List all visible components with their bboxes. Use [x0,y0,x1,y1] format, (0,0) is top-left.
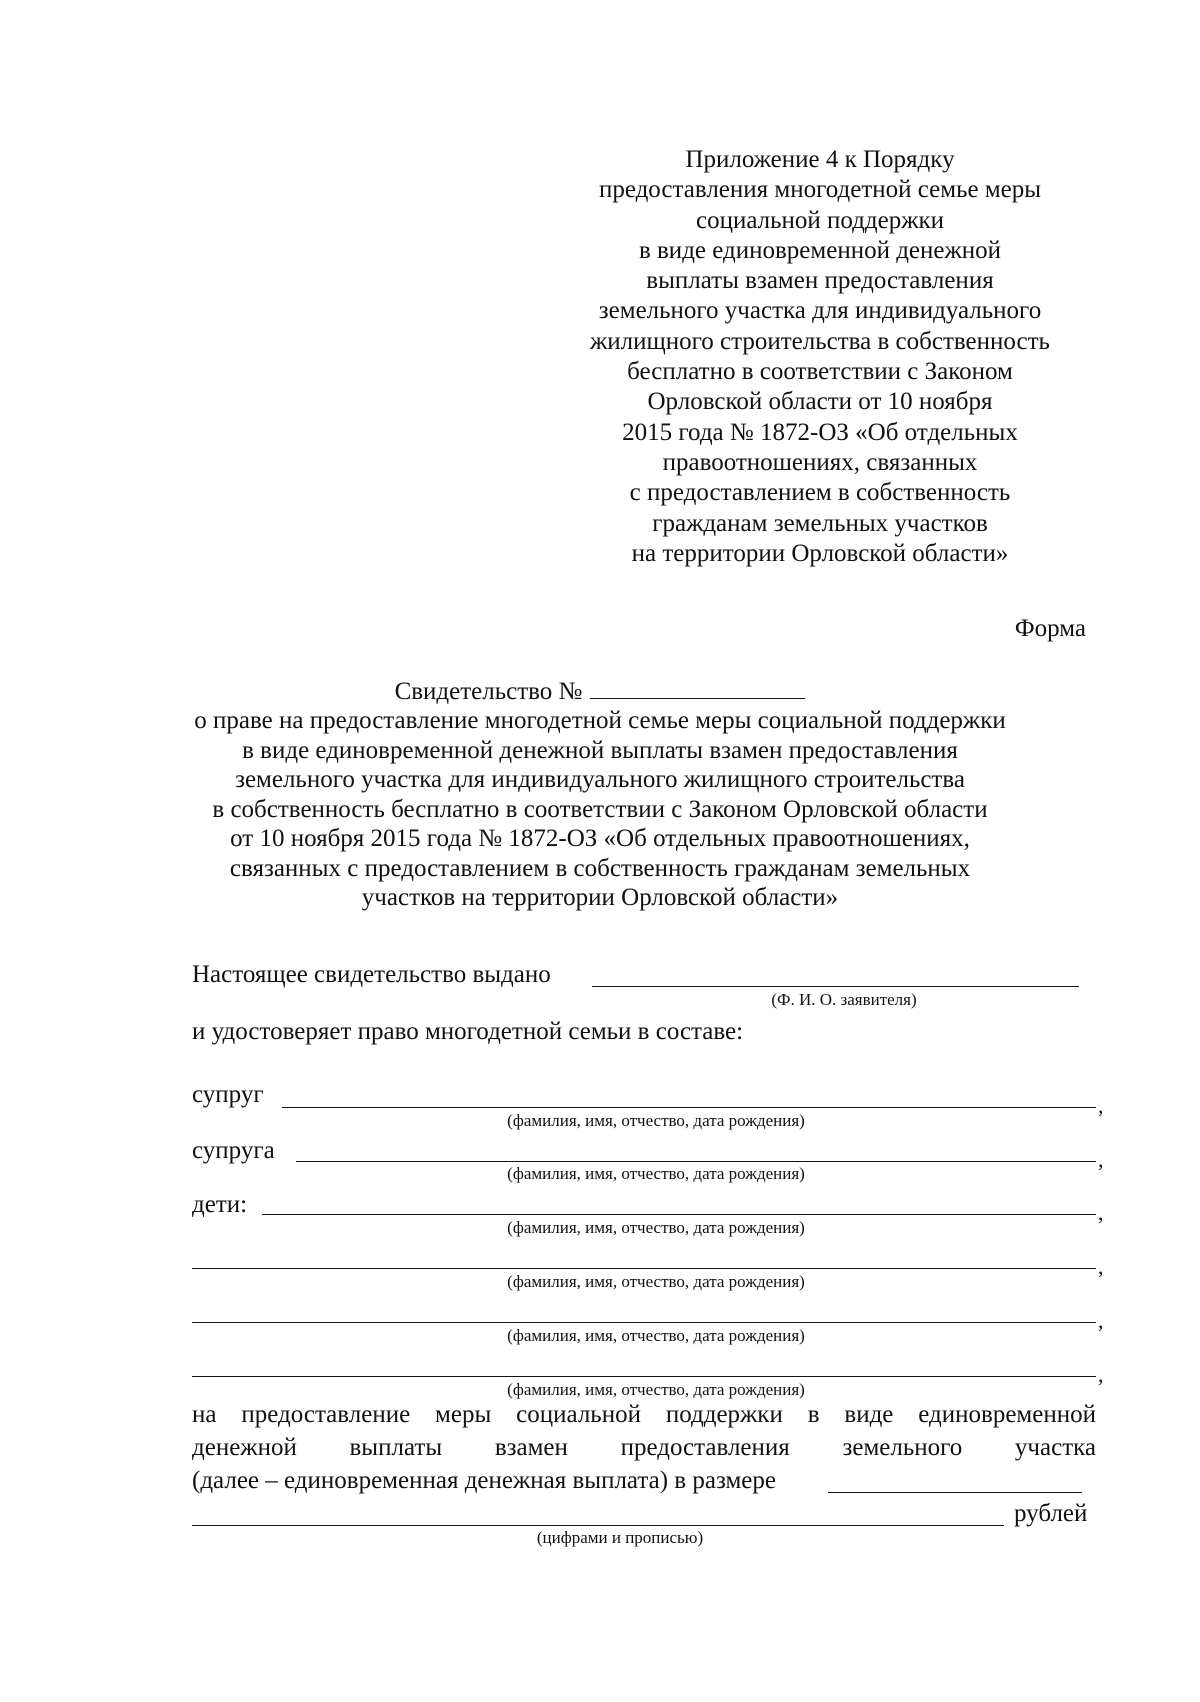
line-comma: , [1098,1308,1104,1333]
appendix-line: выплаты взамен предоставления [646,267,994,295]
appendix-line: земельного участка для индивидуального [598,297,1042,325]
currency-label: рублей [1014,1500,1088,1527]
description-line: земельного участка для индивидуального жилищного строительства [235,766,965,793]
description-line: связанных с предоставлением в собственность гражданам земельных [229,854,971,882]
issued-to-label: Настоящее свидетельство выдано [192,961,551,988]
appendix-line: социальной поддержки [695,206,945,234]
paragraph-line: денежной выплаты взамен предоставления земельного участка [192,1434,1096,1461]
person-caption: (фамилия, имя, отчество, дата рождения) [507,1164,805,1183]
child-3-field[interactable] [192,1322,1096,1323]
appendix-line: правоотношениях, связанных [662,448,978,476]
paragraph-line: на предоставление меры социальной поддержки в виде единовременной [192,1401,1096,1428]
certificate-title-row [0,676,1200,707]
spouse-male-label: супруг [192,1081,264,1108]
paragraph-line: (далее – единовременная денежная выплата) в размере [192,1467,776,1494]
appendix-line: гражданам земельных участков [652,509,988,537]
form-label: Форма [1014,615,1086,642]
appendix-line: с предоставлением в собственность [629,479,1011,507]
spouse-female-field[interactable] [296,1161,1096,1162]
certificate-number-field[interactable] [590,676,805,699]
amount-caption: (цифрами и прописью) [536,1528,704,1547]
appendix-line: жилищного строительства в собственность [590,327,1050,355]
appendix-line: в виде единовременной денежной [638,236,1002,264]
description-line: о праве на предоставление многодетной семье меры социальной поддержки [194,707,1006,734]
applicant-name-field[interactable] [592,986,1079,987]
appendix-heading [560,145,1080,569]
spouse-male-field[interactable] [282,1107,1096,1108]
appendix-line: бесплатно в соответствии с Законом [627,358,1013,386]
description-line: участков на территории Орловской области» [361,884,839,911]
line-comma: , [1098,1362,1104,1387]
child-4-field[interactable] [192,1376,1096,1377]
certificate-description [130,706,1070,913]
appendix-line: Приложение 4 к Порядку [685,146,955,173]
appendix-line: Орловской области от 10 ноября [647,388,993,416]
line-comma: , [1098,1147,1104,1172]
line-comma: , [1098,1200,1104,1225]
amount-field[interactable] [828,1492,1082,1493]
applicant-caption: (Ф. И. О. заявителя) [771,990,917,1009]
appendix-line: 2015 года № 1872-ОЗ «Об отдельных [622,418,1018,446]
certificate-title: Свидетельство № [394,678,583,705]
person-caption: (фамилия, имя, отчество, дата рождения) [507,1326,805,1345]
children-label: дети: [192,1191,248,1218]
person-caption: (фамилия, имя, отчество, дата рождения) [507,1380,805,1399]
amount-words-field[interactable] [192,1525,1004,1526]
appendix-line: на территории Орловской области» [631,539,1009,567]
description-line: в собственность бесплатно в соответствии с Законом Орловской области [212,795,988,823]
person-caption: (фамилия, имя, отчество, дата рождения) [507,1111,805,1130]
child-1-field[interactable] [262,1214,1096,1215]
description-line: в виде единовременной денежной выплаты взамен предоставления [242,736,958,764]
description-line: от 10 ноября 2015 года № 1872-ОЗ «Об отдельных правоотношениях, [230,825,970,852]
person-caption: (фамилия, имя, отчество, дата рождения) [507,1272,805,1291]
person-caption: (фамилия, имя, отчество, дата рождения) [507,1218,805,1237]
spouse-female-label: супруга [192,1137,275,1164]
line-comma: , [1098,1093,1104,1118]
line-comma: , [1098,1254,1104,1279]
certifies-text: и удостоверяет право многодетной семьи в составе: [192,1018,744,1045]
child-2-field[interactable] [192,1268,1096,1269]
appendix-line: предоставления многодетной семье меры [598,176,1042,204]
